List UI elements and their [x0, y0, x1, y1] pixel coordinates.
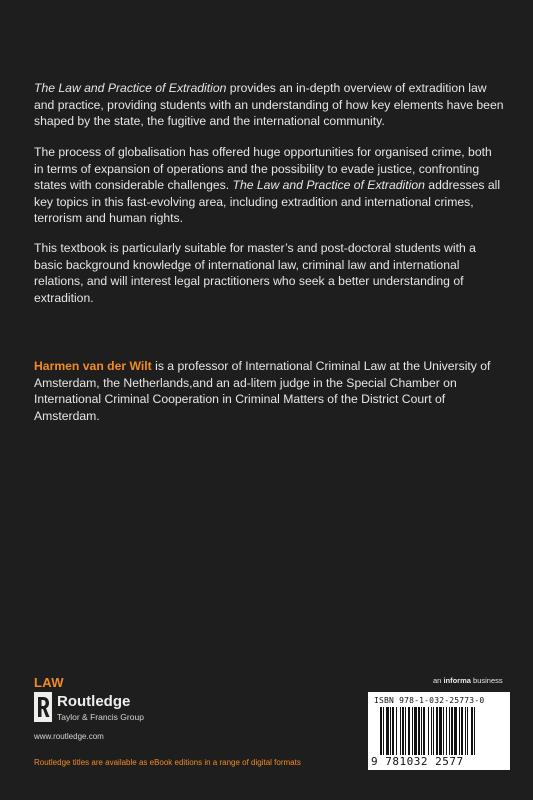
- author-name: Harmen van der Wilt: [34, 359, 152, 373]
- barcode-bar: [454, 707, 457, 755]
- blurb-paragraph-3: [34, 240, 504, 306]
- barcode-bar: [408, 707, 410, 755]
- publisher-name: Routledge: [57, 693, 131, 710]
- barcode-bar: [428, 707, 429, 755]
- barcode-bar: [405, 707, 406, 755]
- barcode-bar: [412, 707, 413, 755]
- barcode-bar: [396, 707, 397, 755]
- isbn-label: ISBN 978-1-032-25773-0: [374, 696, 485, 705]
- barcode-bar: [436, 707, 438, 755]
- barcode-bar: [418, 707, 420, 755]
- author-bio-text: is a professor of International Criminal Law at the University of Amsterdam, the Netherlands,and an ad-litem judge in the Special Chamber on International Criminal Cooperation in Criminal Matters of the District Court of Amsterdam.: [34, 359, 491, 423]
- blurb-paragraph-2: [34, 144, 504, 227]
- blurb-text: addresses all key topics in this fast-evolving area, including extradition and international crimes, terrorism and human rights.: [34, 178, 501, 225]
- ebook-note: Routledge titles are available as eBook editions in a range of digital formats: [34, 758, 301, 767]
- blurb-text: provides an in-depth overview of extradition law and practice, providing students with an understanding of how key elements have been shaped by the state, the fugitive and the international community.: [34, 81, 504, 128]
- author-bio: [34, 358, 504, 424]
- informa-brand: informa: [443, 676, 471, 685]
- barcode-bar: [402, 707, 404, 755]
- barcode-bar: [443, 707, 444, 755]
- blurb-paragraph-1: [34, 80, 504, 130]
- barcode-bars: [380, 707, 498, 755]
- barcode-bar: [423, 707, 425, 755]
- barcode-bar: [474, 707, 475, 755]
- barcode-block: [368, 692, 510, 770]
- barcode-bar: [471, 707, 473, 755]
- barcode-bar: [465, 707, 466, 755]
- informa-business-tag: [433, 676, 503, 685]
- ean-digits: 9 781032 2577: [371, 755, 464, 768]
- book-title-italic: The Law and Practice of Extradition: [232, 178, 425, 192]
- blurb-text: This textbook is particularly suitable for master’s and post-doctoral students with a basic background knowledge of international law, criminal law and international relations, and will interest legal practitioners who seek a better understanding of extradition.: [34, 241, 476, 305]
- barcode-bar: [421, 707, 422, 755]
- barcode-bar: [433, 707, 434, 755]
- barcode-bar: [414, 707, 417, 755]
- barcode-bar: [467, 707, 468, 755]
- subject-category: LAW: [34, 675, 64, 690]
- informa-suffix: business: [470, 676, 503, 685]
- barcode-bar: [459, 707, 460, 755]
- blurb-text: The process of globalisation has offered huge opportunities for organised crime, both in terms of expansion of operations and the possibility to evade justice, confronting states with considerable challenges.: [34, 145, 492, 192]
- barcode-bar: [390, 707, 391, 755]
- barcode-bar: [400, 707, 401, 755]
- barcode-bar: [380, 707, 382, 755]
- barcode-bar: [431, 707, 432, 755]
- barcode-bar: [446, 707, 447, 755]
- barcode-bar: [451, 707, 453, 755]
- barcode-bar: [392, 707, 394, 755]
- book-title-italic: The Law and Practice of Extradition: [34, 81, 227, 95]
- publisher-group: Taylor & Francis Group: [57, 712, 144, 722]
- barcode-bar: [449, 707, 450, 755]
- barcode-bar: [383, 707, 384, 755]
- publisher-website: www.routledge.com: [34, 732, 104, 741]
- barcode-bar: [386, 707, 389, 755]
- routledge-logo-icon: [34, 692, 52, 722]
- informa-prefix: an: [433, 676, 444, 685]
- barcode-bar: [461, 707, 463, 755]
- barcode-bar: [439, 707, 442, 755]
